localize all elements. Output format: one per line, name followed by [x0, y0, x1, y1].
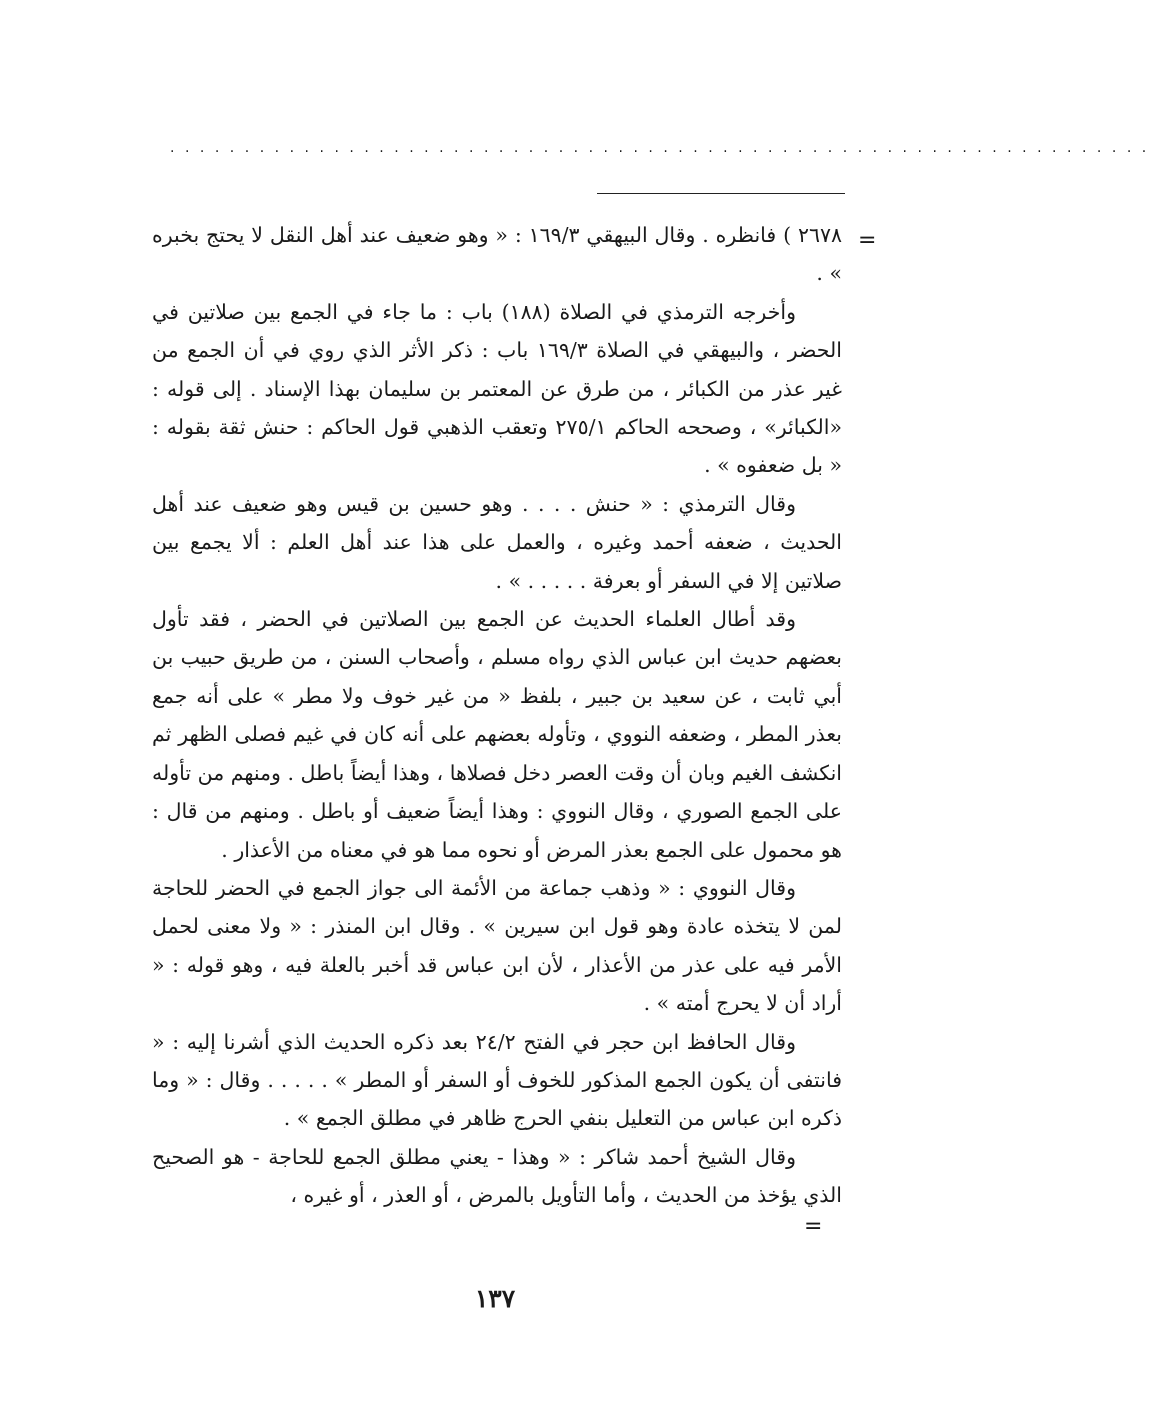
paragraph-ibn-hajar: وقال الحافظ ابن حجر في الفتح ٢٤/٢ بعد ذكره الحديث الذي أشرنا إليه : « فانتفى أن يكون الجمع المذكور للخوف أو السفر أو المطر » . . . . . وقال : « وما ذكره ابن عباس من التعليل بنفي الحرج ظاهر في مطلق الجمع » . [152, 1029, 842, 1131]
dotted-separator: .................................................................. [170, 140, 1157, 156]
paragraph-scholars: وقد أطال العلماء الحديث عن الجمع بين الصلاتين في الحضر ، فقد تأول بعضهم حديث ابن عباس الذي رواه مسلم ، وأصحاب السنن ، من طريق حبيب بن أبي ثابت ، عن سعيد بن جبير ، بلفظ « من غير خوف ولا مطر » على أنه جمع بعذر المطر ، وضعفه النووي ، وتأوله بعضهم على أنه كان في غيم فصلى الظهر ثم انكشف الغيم وبان أن وقت العصر دخل فصلاها ، وهذا أيضاً باطل . ومنهم من تأوله على الجمع الصوري ، وقال النووي : وهذا أيضاً ضعيف أو باطل . ومنهم من قال : هو محمول على الجمع بعذر المرض أو نحوه مما هو في معناه من الأعذار . [152, 607, 842, 862]
paragraph-nawawi: وقال النووي : « وذهب جماعة من الأئمة الى جواز الجمع في الحضر للحاجة لمن لا يتخذه عادة وهو قول ابن سيرين » . وقال ابن المنذر : « ولا معنى لحمل الأمر فيه على عذر من الأعذار ، لأن ابن عباس قد أخبر بالعلة فيه ، وهو قوله : « أراد أن لا يحرج أمته » . [152, 875, 842, 1016]
paragraph-continued: ٢٦٧٨ ) فانظره . وقال البيهقي ١٦٩/٣ : « وهو ضعيف عند أهل النقل لا يحتج بخبره » . [152, 223, 842, 286]
continuation-marker-top: = [858, 228, 877, 253]
footnote-rule [597, 193, 845, 194]
footnote-text [152, 216, 842, 1215]
page-number: ١٣٧ [474, 1284, 516, 1313]
continuation-marker-bottom: = [804, 1214, 823, 1239]
paragraph-tirmidhi-hanash: وقال الترمذي : « حنش . . . . وهو حسين بن قيس وهو ضعيف عند أهل الحديث ، ضعفه أحمد وغيره ، والعمل على هذا عند أهل العلم : ألا يجمع بين صلاتين إلا في السفر أو بعرفة . . . . . » . [152, 491, 842, 593]
paragraph-tirmidhi-bayhaqi: وأخرجه الترمذي في الصلاة (١٨٨) باب : ما جاء في الجمع بين صلاتين في الحضر ، والبيهقي في الصلاة ١٦٩/٣ باب : ذكر الأثر الذي روي في أن الجمع من غير عذر من الكبائر ، من طرق عن المعتمر بن سليمان بهذا الإسناد . إلى قوله : «الكبائر» ، وصححه الحاكم ٢٧٥/١ وتعقب الذهبي قول الحاكم : حنش ثقة بقوله : « بل ضعفوه » . [152, 299, 842, 478]
paragraph-ahmad-shakir: وقال الشيخ أحمد شاكر : « وهذا - يعني مطلق الجمع للحاجة - هو الصحيح الذي يؤخذ من الحديث ، وأما التأويل بالمرض ، أو العذر ، أو غيره ، [152, 1144, 842, 1208]
